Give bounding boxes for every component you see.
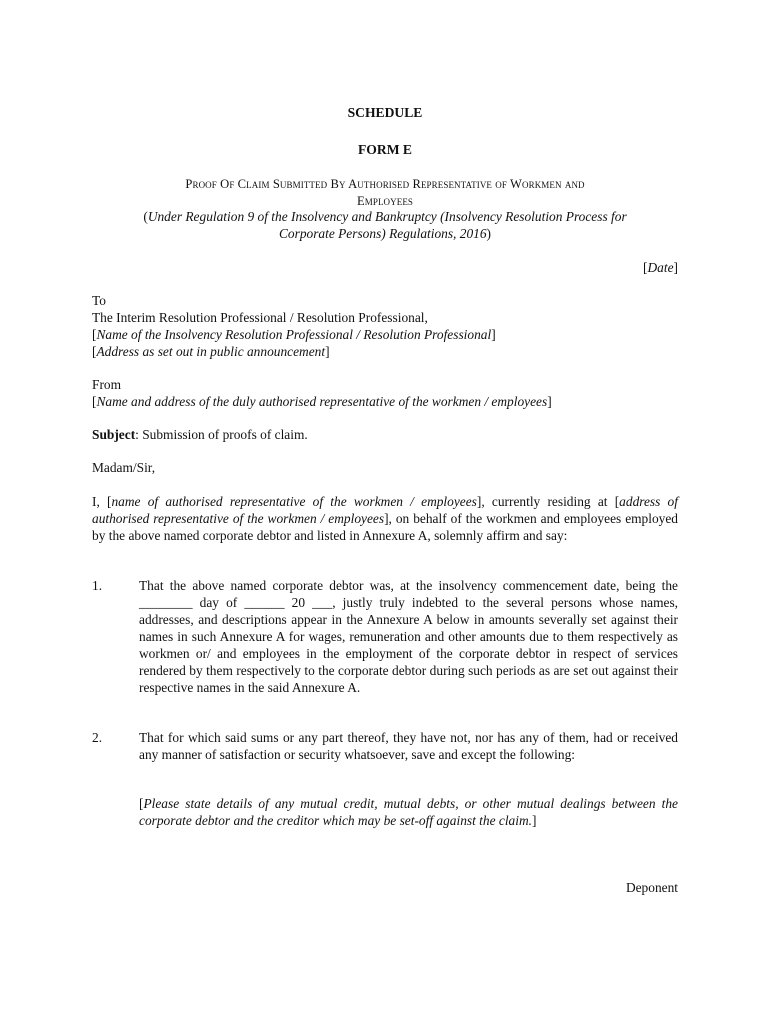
subtitle-italic-1: Under Regulation 9 of the Insolvency and Bankruptcy (Insolvency Resolution Process for [147, 209, 627, 224]
form-subtitle-line-1: (Under Regulation 9 of the Insolvency and Bankruptcy (Insolvency Resolution Process for [143, 209, 627, 224]
salutation: Madam/Sir, [92, 460, 156, 475]
item-2-text: That for which said sums or any part thereof, they have not, nor has any of them, had or received any manner of satisfaction or security whatsoever, save and except the following: [139, 730, 678, 762]
to-label: To [92, 293, 106, 308]
to-line-3: [Address as set out in public announcement] [92, 344, 330, 359]
note-open-bracket: [ [139, 796, 144, 811]
setoff-note [139, 795, 678, 829]
intro-italic-2: address of authorised representative of the workmen / employees [92, 494, 678, 526]
form-title-line-1: Proof Of Claim Submitted By Authorised Representative of Workmen and [185, 177, 585, 191]
note-italic: Please state details of any mutual credit, mutual debts, or other mutual dealings between the corporate debtor and the creditor which may be set-off against the claim. [139, 796, 678, 828]
from-line-1: [Name and address of the duly authorised representative of the workmen / employees] [92, 394, 552, 409]
form-title-line-2: Employees [356, 194, 414, 208]
to-line-2-italic: Name of the Insolvency Resolution Professional / Resolution Professional [96, 327, 492, 342]
intro-italic-1: name of authorised representative of the workmen / employees [111, 494, 477, 509]
form-subtitle-line-2: Corporate Persons) Regulations, 2016) [278, 226, 492, 241]
from-line-1-italic: Name and address of the duly authorised representative of the workmen / employees [96, 394, 548, 409]
to-line-2: [Name of the Insolvency Resolution Professional / Resolution Professional] [92, 327, 496, 342]
subject-text: : Submission of proofs of claim. [135, 427, 308, 442]
to-line-3-italic: Address as set out in public announcement [96, 344, 326, 359]
form-heading: FORM E [358, 142, 412, 157]
item-1-text: That the above named corporate debtor was, at the insolvency commencement date, being the ________ day of ______ 20 ___, justly truly indebted to the several persons whose names, addresses, and descriptions appear in the Annexure A below in amounts severally set against their names in such Annexure A for wages, remuneration and other amounts due to them respectively as workmen or/ and employees in the employment of the corporate debtor in respect of services rendered by them respectively to the corporate debtor during such periods as are set out against their respective names in the said Annexure A. [139, 578, 678, 695]
deponent-signature: Deponent [625, 880, 678, 895]
intro-part-3: ], on behalf of the workmen and employees employed by the above named corporate debtor and listed in Annexure A, solemnly affirm and say: [92, 511, 678, 543]
intro-part-1: I, [ [92, 494, 112, 509]
item-2-number: 2. [92, 730, 103, 745]
date-text: Date [647, 260, 674, 275]
schedule-heading: SCHEDULE [347, 105, 423, 120]
intro-paragraph [92, 493, 678, 544]
form-subtitle [92, 208, 678, 242]
date-placeholder: [Date] [643, 260, 678, 275]
addressee-block [92, 292, 678, 360]
item-1-number: 1. [92, 578, 103, 593]
to-line-1: The Interim Resolution Professional / Resolution Professional, [92, 310, 428, 325]
from-label: From [92, 377, 122, 392]
note-close-bracket: ] [531, 813, 537, 828]
sender-block [92, 376, 678, 410]
subtitle-italic-2: Corporate Persons) Regulations, 2016 [278, 226, 487, 241]
subject-line [92, 426, 678, 443]
subject-label: Subject [92, 427, 136, 442]
form-title [92, 176, 678, 210]
intro-part-2: ], currently residing at [ [476, 494, 620, 509]
